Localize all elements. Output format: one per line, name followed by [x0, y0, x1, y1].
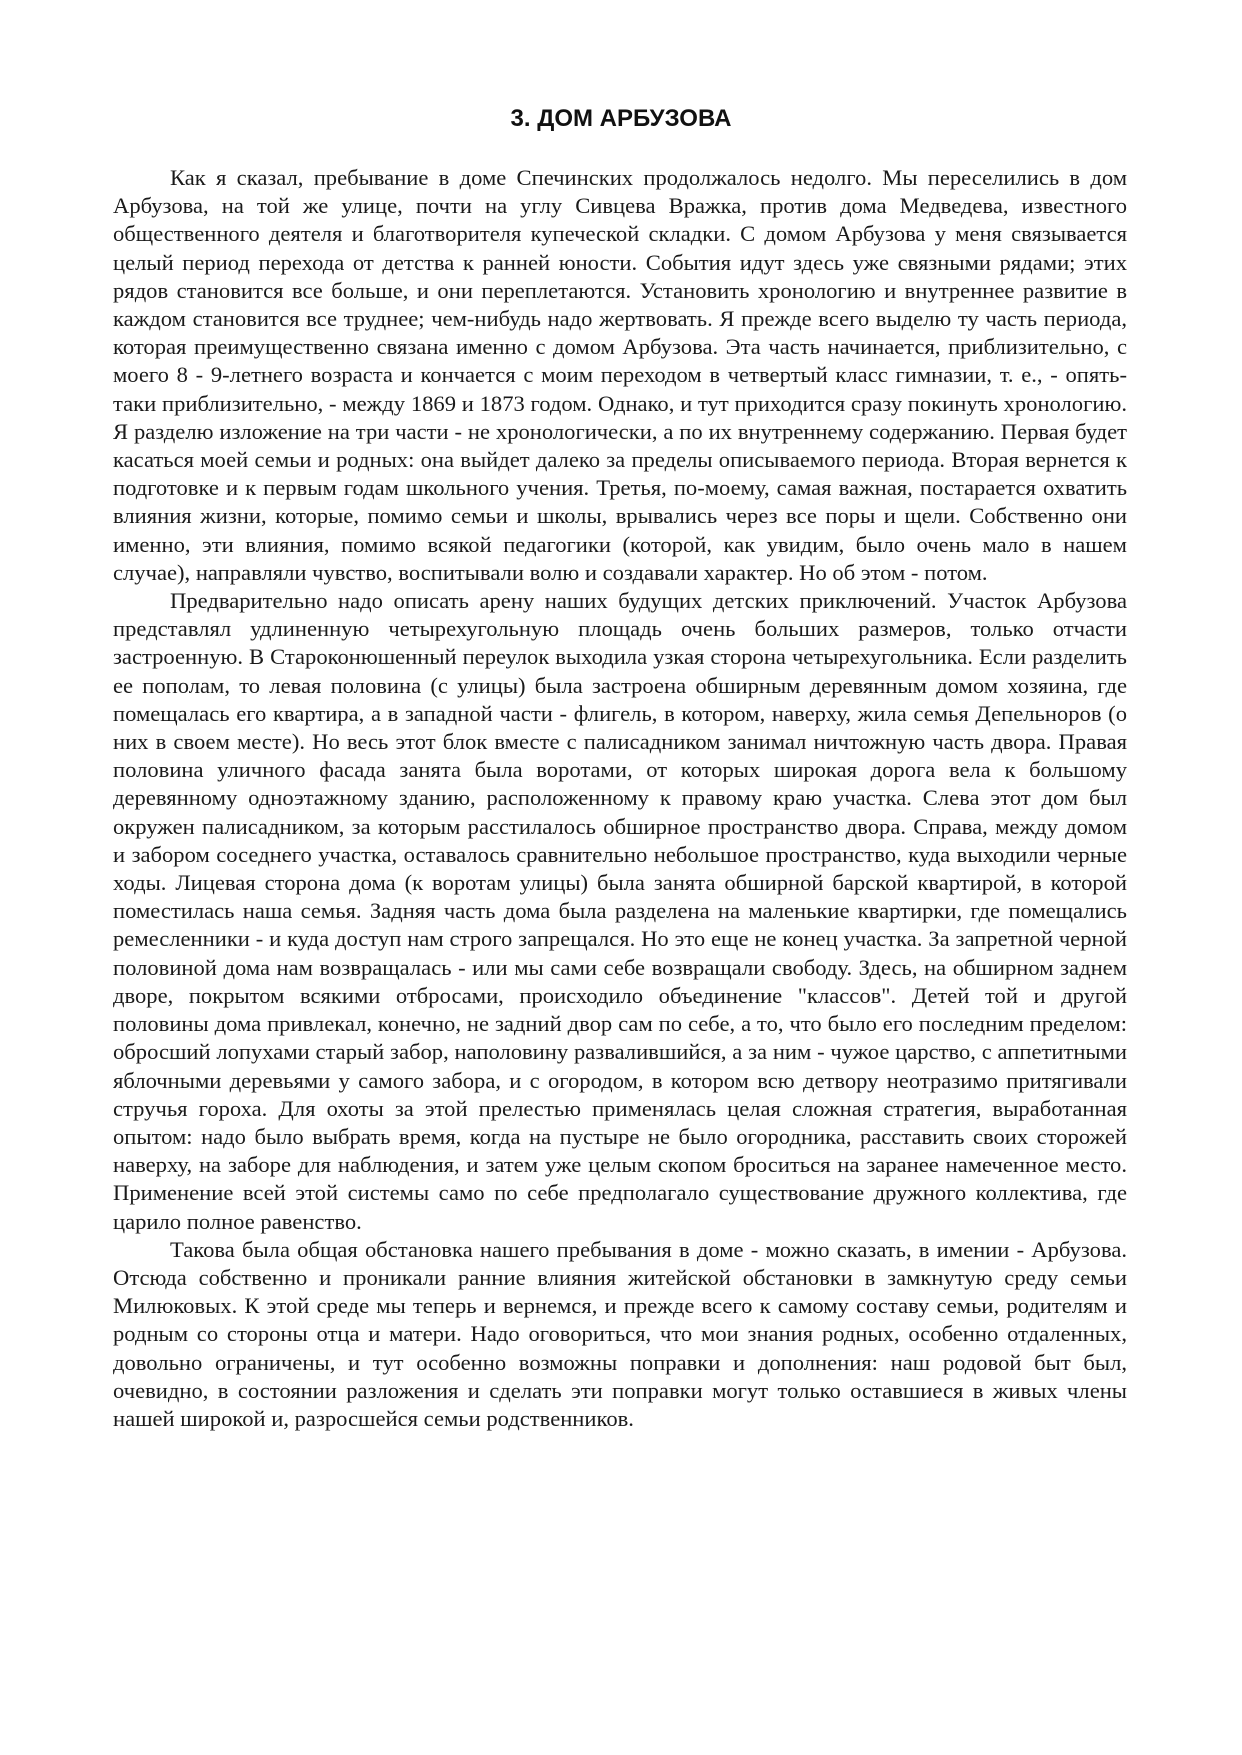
paragraph-1: Как я сказал, пребывание в доме Спечинских продолжалось недолго. Мы переселились в дом Арбузова, на той же улице, почти на углу Сивцева Вражка, против дома Медведева, известного общественного деятеля и благотворителя купеческой складки. С домом Арбузова у меня связывается целый период перехода от детства к ранней юности. События идут здесь уже связными рядами; этих рядов становится все больше, и они переплетаются. Установить хронологию и внутреннее развитие в каждом становится все труднее; чем-нибудь надо жертвовать. Я прежде всего выделю ту часть периода, которая преимущественно связана именно с домом Арбузова. Эта часть начинается, приблизительно, с моего 8 - 9-летнего возраста и кончается с моим переходом в четвертый класс гимназии, т. е., - опять-таки приблизительно, - между 1869 и 1873 годом. Однако, и тут приходится сразу покинуть хронологию. Я разделю изложение на три части - не хронологически, а по их внутреннему содержанию. Первая будет касаться моей семьи и родных: она выйдет далеко за пределы описываемого периода. Вторая вернется к подготовке и к первым годам школьного учения. Третья, по-моему, самая важная, постарается охватить влияния жизни, которые, помимо семьи и школы, врывались через все поры и щели. Собственно они именно, эти влияния, помимо всякой педагогики (которой, как увидим, было очень мало в нашем случае), направляли чувство, воспитывали волю и создавали характер. Но об этом - потом. [113, 165, 1127, 585]
chapter-title: 3. ДОМ АРБУЗОВА [510, 105, 732, 132]
paragraph-2: Предварительно надо описать арену наших будущих детских приключений. Участок Арбузова представлял удлиненную четырехугольную площадь очень больших размеров, только отчасти застроенную. В Староконюшенный переулок выходила узкая сторона четырехугольника. Если разделить ее пополам, то левая половина (с улицы) была застроена обширным деревянным домом хозяина, где помещалась его квартира, а в западной части - флигель, в котором, наверху, жила семья Депельноров (о них в своем месте). Но весь этот блок вместе с палисадником занимал ничтожную часть двора. Правая половина уличного фасада занята была воротами, от которых широкая дорога вела к большому деревянному одноэтажному зданию, расположенному к правому краю участка. Слева этот дом был окружен палисадником, за которым расстилалось обширное пространство двора. Справа, между домом и забором соседнего участка, оставалось сравнительно небольшое пространство, куда выходили черные ходы. Лицевая сторона дома (к воротам улицы) была занята обширной барской квартирой, в которой поместилась наша семья. Задняя часть дома была разделена на маленькие квартирки, где помещались ремесленники - и куда доступ нам строго запрещался. Но это еще не конец участка. За запретной черной половиной дома нам возвращалась - или мы сами себе возвращали свободу. Здесь, на обширном заднем дворе, покрытом всякими отбросами, происходило объединение "классов". Детей той и другой половины дома привлекал, конечно, не задний двор сам по себе, а то, что было его последним пределом: обросший лопухами старый забор, наполовину развалившийся, а за ним - чужое царство, с аппетитными яблочными деревьями у самого забора, и с огородом, в котором всю детвору неотразимо притягивали стручья гороха. Для охоты за этой прелестью применялась целая сложная стратегия, выработанная опытом: надо было выбрать время, когда на пустыре не было огородника, расставить своих сторожей наверху, на заборе для наблюдения, и затем уже целым скопом броситься на заранее намеченное место. Применение всей этой системы само по себе предполагало существование дружного коллектива, где царило полное равенство. [113, 588, 1127, 1234]
chapter-body [113, 164, 1127, 1433]
paragraph-3: Такова была общая обстановка нашего пребывания в доме - можно сказать, в имении - Арбузова. Отсюда собственно и проникали ранние влияния житейской обстановки в замкнутую среду семьи Милюковых. К этой среде мы теперь и вернемся, и прежде всего к самому составу семьи, родителям и родным со стороны отца и матери. Надо оговориться, что мои знания родных, особенно отдаленных, довольно ограничены, и тут особенно возможны поправки и дополнения: наш родовой быт был, очевидно, в состоянии разложения и сделать эти поправки могут только оставшиеся в живых члены нашей широкой и, разросшейся семьи родственников. [113, 1236, 1127, 1431]
